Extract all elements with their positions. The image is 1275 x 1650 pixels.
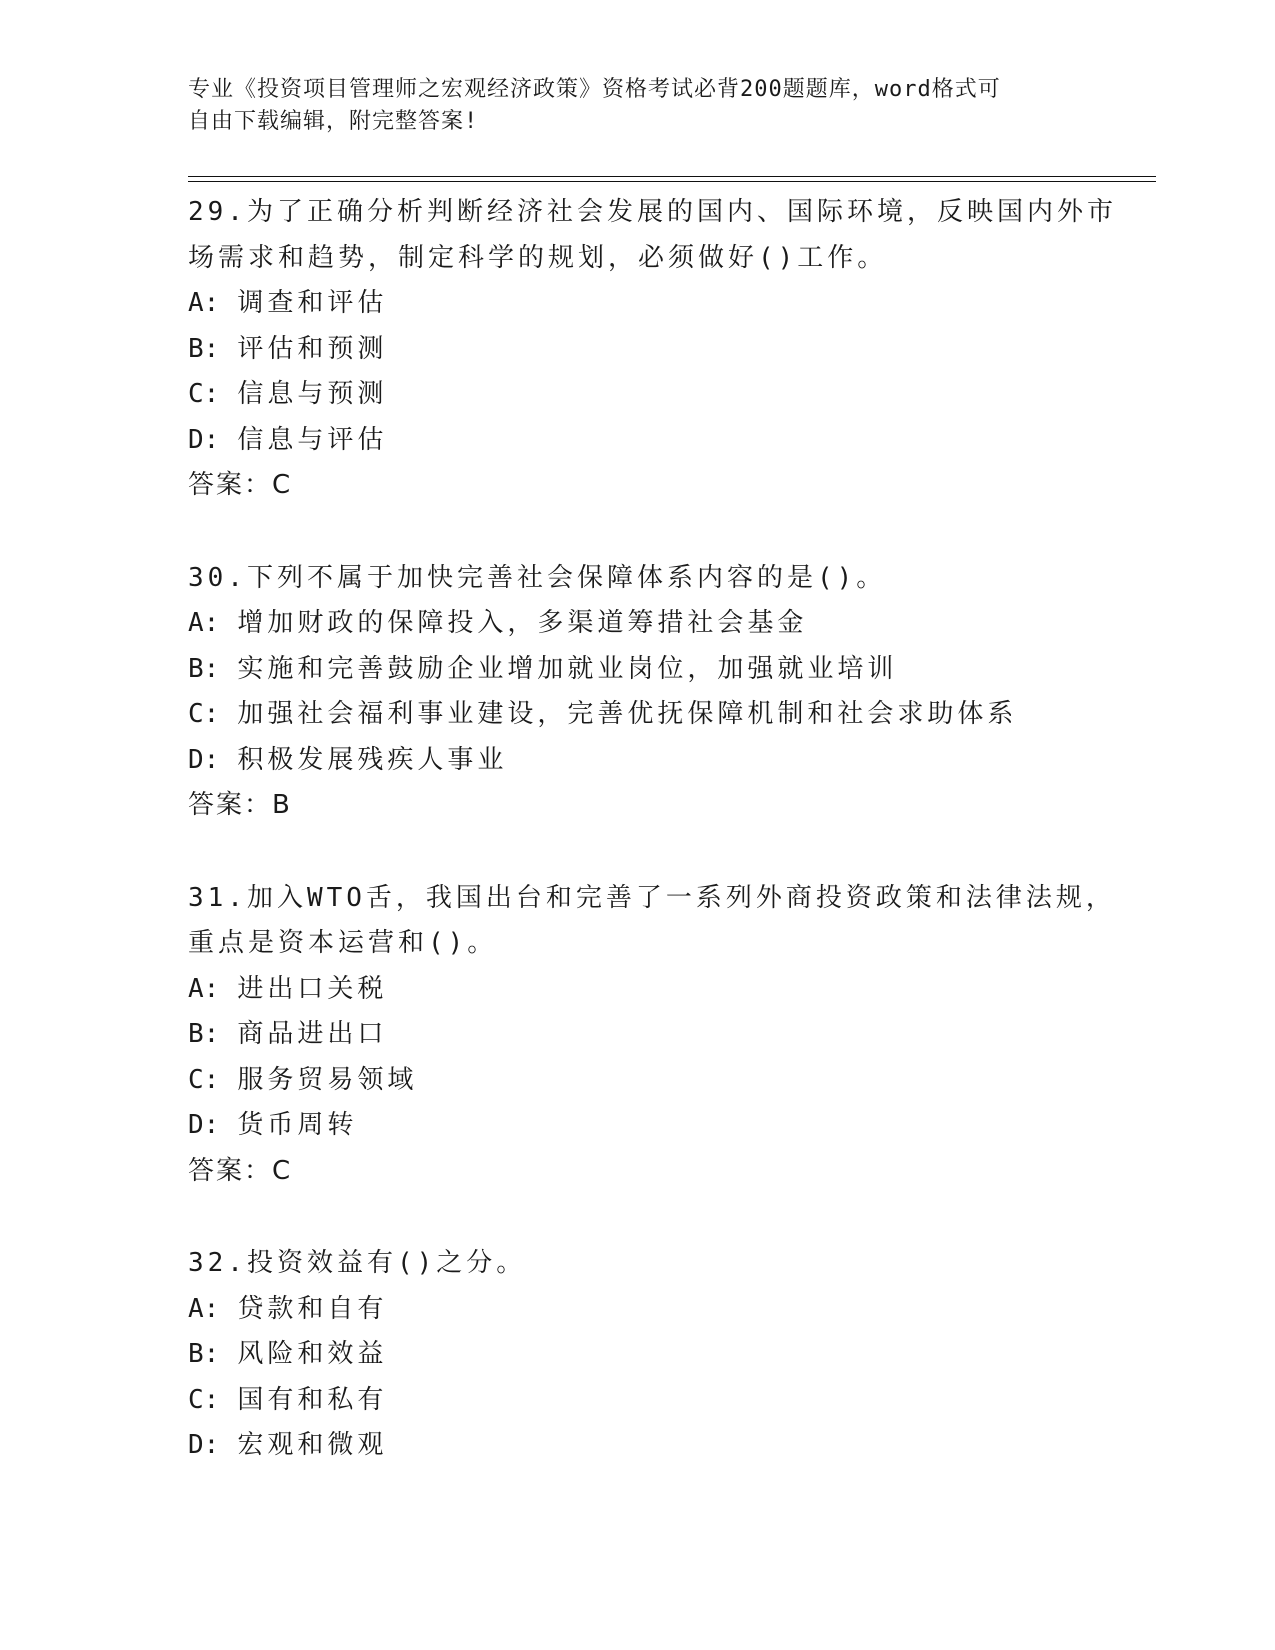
question-text-line: 场需求和趋势，制定科学的规划，必须做好()工作。: [188, 242, 888, 273]
option-letter: C:: [188, 1384, 220, 1415]
option-letter: C:: [188, 379, 220, 409]
option-letter: B:: [188, 333, 220, 364]
option-letter: D:: [188, 1430, 220, 1460]
question-list: [188, 190, 1117, 1516]
header-line-2: 自由下载编辑，附完整答案!: [188, 109, 479, 134]
option-d: [188, 1103, 1088, 1149]
option-c: [188, 692, 1088, 738]
option-text: 实施和完善鼓励企业增加就业岗位，加强就业培训: [237, 653, 898, 684]
question-text-line: 31.加入WTO舌，我国出台和完善了一系列外商投资政策和法律法规，: [188, 882, 1116, 913]
option-letter: B:: [188, 653, 220, 684]
option-text: 国有和私有: [237, 1384, 388, 1415]
option-text: 增加财政的保障投入，多渠道筹措社会基金: [237, 608, 808, 638]
header-divider-bottom: [188, 181, 1156, 182]
question-text-line: 32.投资效益有()之分。: [188, 1248, 527, 1278]
option-text: 货币周转: [237, 1110, 358, 1140]
option-text: 商品进出口: [237, 1019, 388, 1049]
option-a: [188, 1287, 1088, 1333]
option-letter: D:: [188, 744, 220, 775]
option-text: 风险和效益: [237, 1339, 388, 1369]
option-text: 宏观和微观: [237, 1430, 388, 1460]
option-letter: C:: [188, 699, 220, 729]
option-text: 信息与评估: [237, 424, 388, 455]
option-text: 信息与预测: [237, 379, 388, 409]
option-c: [188, 1378, 1088, 1424]
option-letter: A:: [188, 288, 220, 318]
question-text-line: 29.为了正确分析判断经济社会发展的国内、国际环境，反映国内外市: [188, 197, 1117, 227]
option-b: [188, 1332, 1088, 1378]
option-c: [188, 1058, 1088, 1104]
option-b: [188, 647, 1088, 693]
option-a: [188, 601, 1088, 647]
option-text: 加强社会福利事业建设，完善优抚保障机制和社会求助体系: [237, 699, 1018, 729]
option-text: 进出口关税: [237, 973, 388, 1004]
option-d: [188, 1423, 1088, 1469]
option-d: [188, 738, 1088, 784]
answer-line: 答案：C: [188, 1155, 293, 1186]
option-letter: B:: [188, 1339, 220, 1369]
option-letter: B:: [188, 1019, 220, 1049]
option-letter: D:: [188, 424, 220, 455]
document-header: [188, 74, 1068, 138]
question-31: [188, 876, 1116, 1195]
option-b: [188, 1012, 1088, 1058]
header-divider-top: [188, 176, 1156, 177]
option-letter: D:: [188, 1110, 220, 1140]
answer-line: 答案：C: [188, 470, 293, 500]
option-a: [188, 967, 1088, 1013]
option-a: [188, 281, 1088, 327]
question-text-line: 30.下列不属于加快完善社会保障体系内容的是()。: [188, 562, 887, 593]
option-letter: A:: [188, 608, 220, 638]
question-text-line: 重点是资本运营和()。: [188, 928, 498, 958]
option-text: 服务贸易领域: [237, 1064, 418, 1095]
option-text: 调查和评估: [237, 288, 388, 318]
question-30: [188, 556, 1088, 829]
answer-line: 答案：B: [188, 790, 292, 820]
option-letter: C:: [188, 1064, 220, 1095]
option-c: [188, 372, 1088, 418]
option-text: 评估和预测: [237, 333, 388, 364]
option-b: [188, 327, 1088, 373]
option-letter: A:: [188, 973, 220, 1004]
option-text: 贷款和自有: [237, 1293, 388, 1324]
question-29: [188, 190, 1117, 509]
question-32: [188, 1241, 1088, 1469]
option-d: [188, 418, 1088, 464]
option-letter: A:: [188, 1293, 220, 1324]
option-text: 积极发展残疾人事业: [237, 744, 508, 775]
header-line-1: 专业《投资项目管理师之宏观经济政策》资格考试必背200题题库，word格式可: [188, 77, 1001, 102]
